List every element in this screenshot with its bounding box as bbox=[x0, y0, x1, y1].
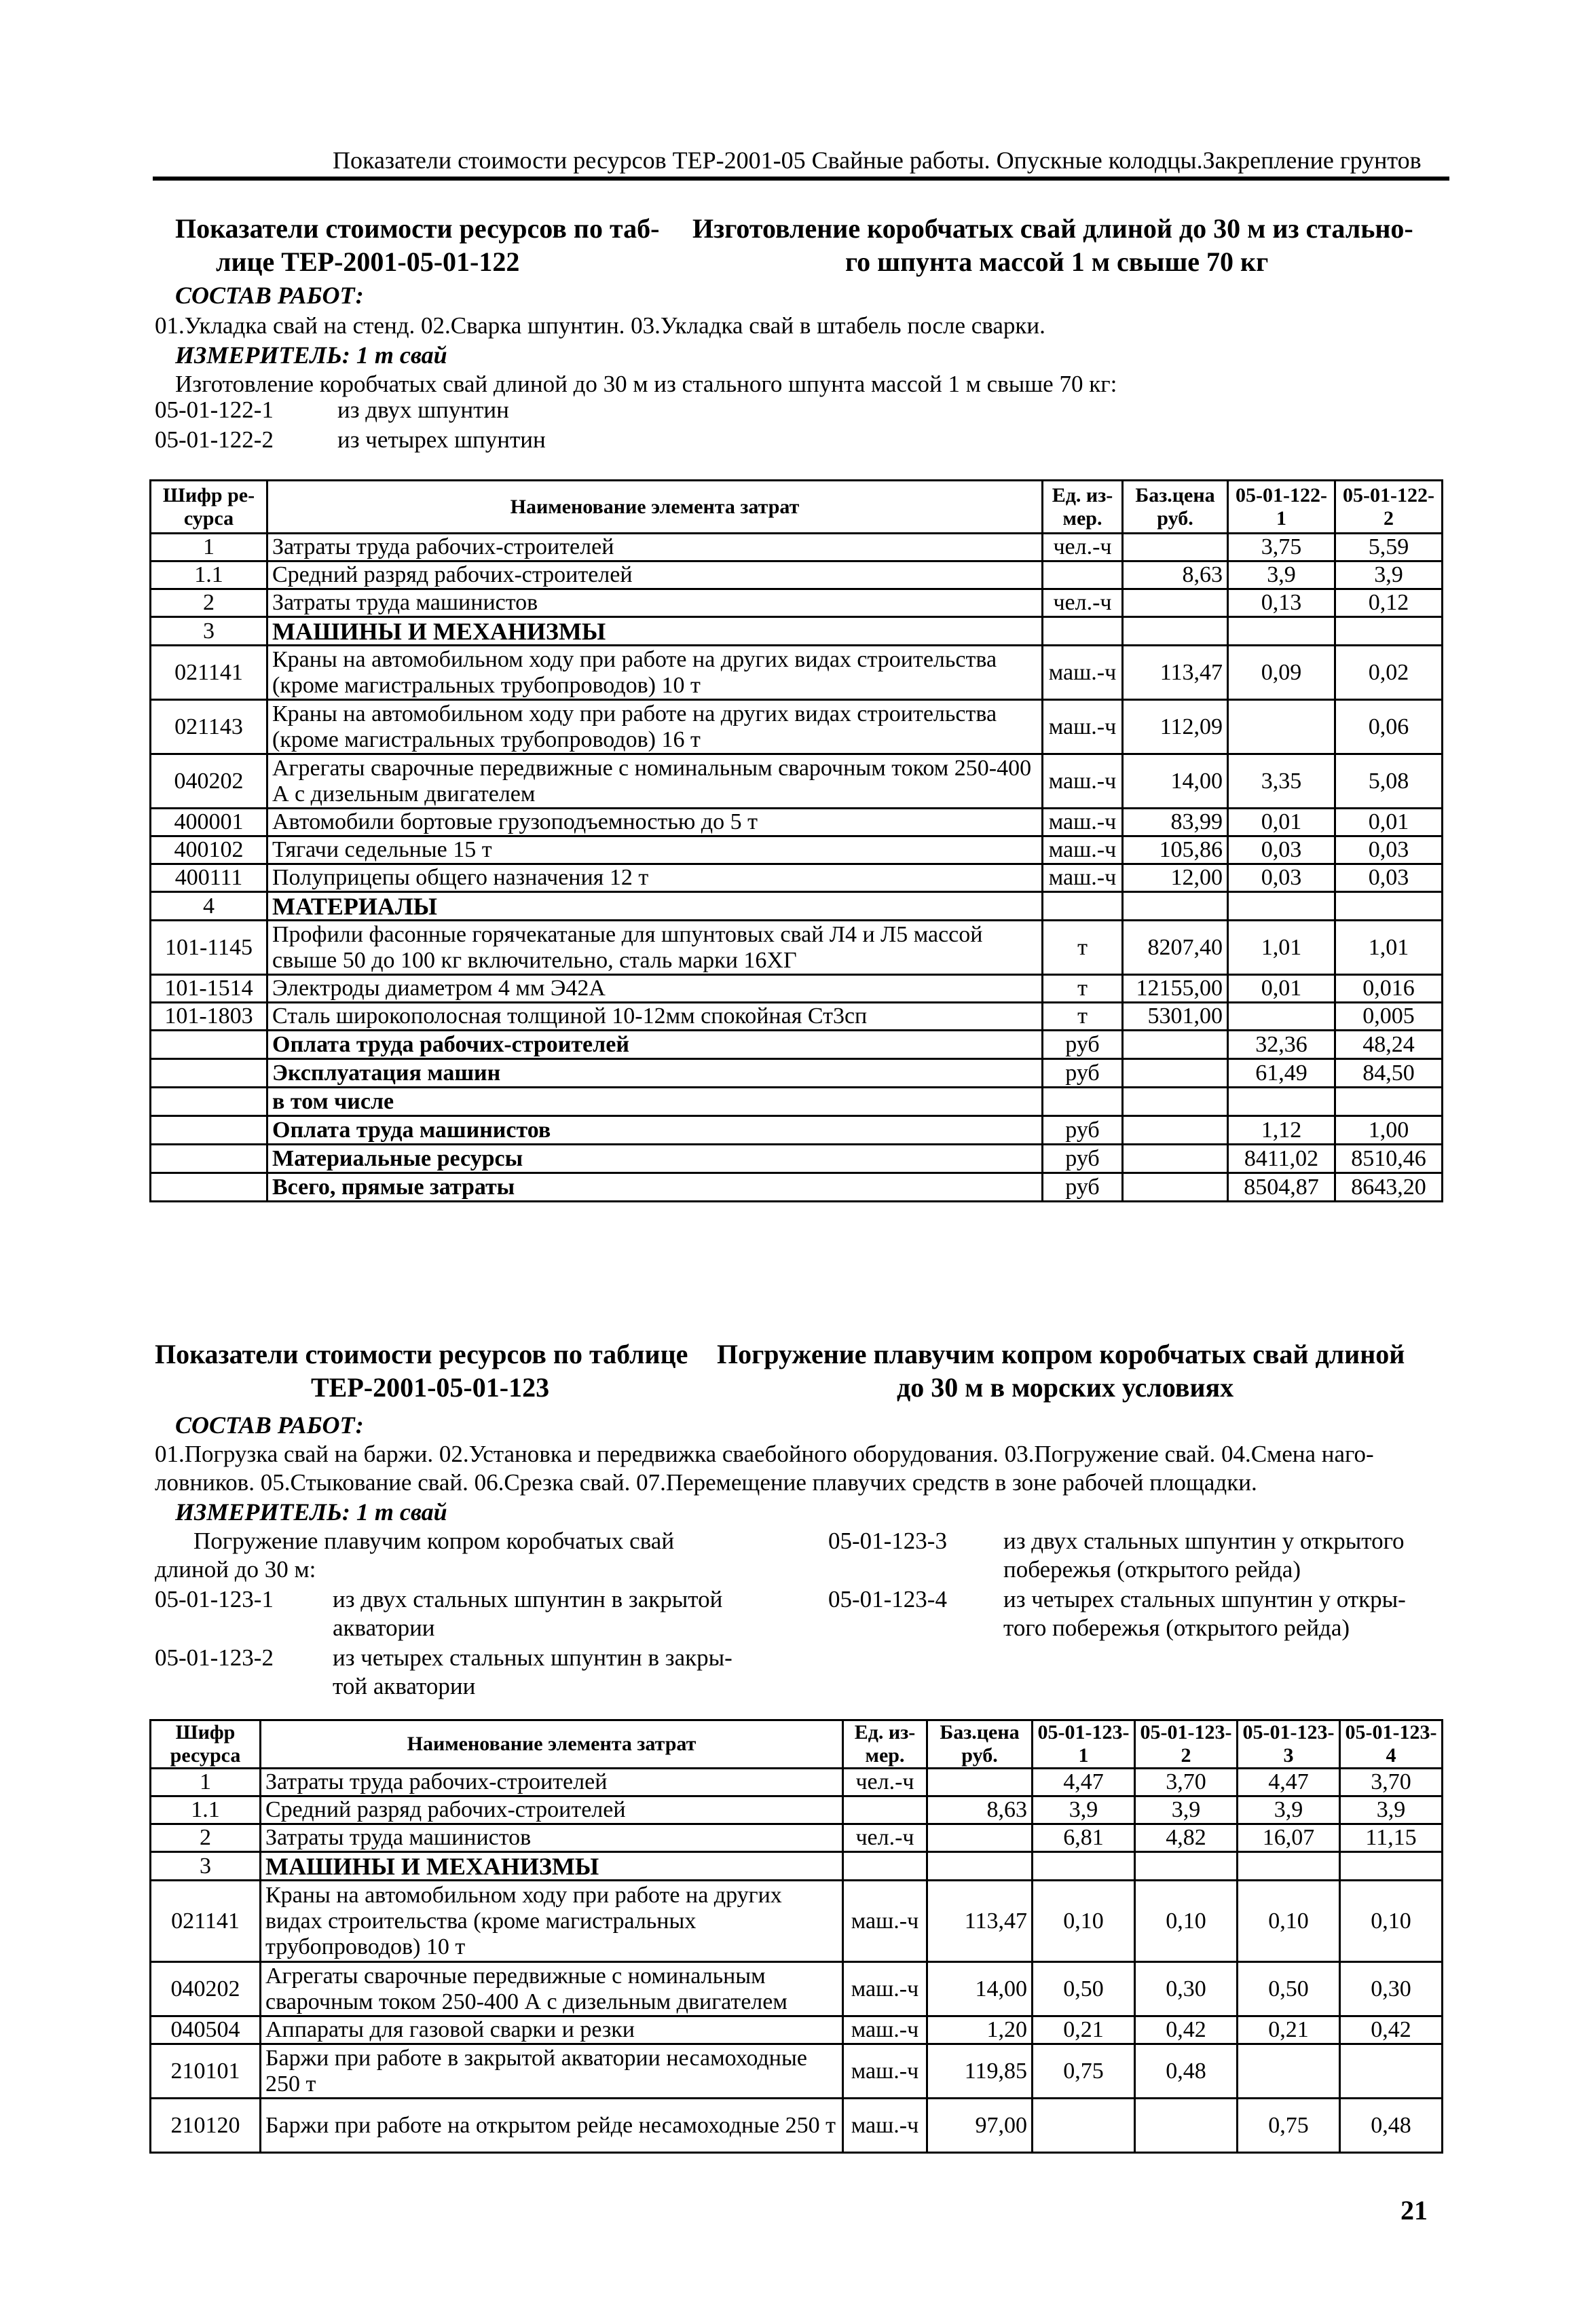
value-cell: 1,00 bbox=[1335, 1116, 1443, 1145]
unit-cell: руб bbox=[1043, 1116, 1123, 1145]
value-cell: 5,08 bbox=[1335, 754, 1443, 809]
section2-work-text-2: ловников. 05.Стыкование свай. 06.Срезка свай. 07.Перемещение плавучих средств в зоне рабочей площадки. bbox=[155, 1469, 1257, 1496]
value-cell bbox=[1033, 2099, 1135, 2153]
code-cell: 1.1 bbox=[151, 1796, 261, 1824]
unit-cell bbox=[1043, 892, 1123, 921]
section2-intro-2: длиной до 30 м: bbox=[155, 1556, 316, 1583]
table-row bbox=[151, 617, 1443, 646]
value-cell: 4,47 bbox=[1238, 1769, 1340, 1796]
section2-variant-code-4: 05-01-123-4 bbox=[828, 1586, 947, 1612]
table-row bbox=[151, 589, 1443, 617]
table1-header-row bbox=[151, 481, 1443, 534]
code-cell: 1 bbox=[151, 534, 267, 561]
value-cell: 0,75 bbox=[1238, 2099, 1340, 2153]
value-cell bbox=[1033, 1852, 1135, 1881]
code-cell: 3 bbox=[151, 1852, 261, 1881]
table1-header-col2: 05-01-122-2 bbox=[1335, 481, 1443, 534]
price-cell bbox=[1123, 617, 1228, 646]
price-cell: 97,00 bbox=[927, 2099, 1033, 2153]
value-cell: 6,81 bbox=[1033, 1824, 1135, 1852]
table2-header-col1: 05-01-123-1 bbox=[1033, 1720, 1135, 1769]
value-cell bbox=[1135, 1852, 1238, 1881]
value-cell: 0,13 bbox=[1228, 589, 1335, 617]
section1-title-right bbox=[692, 212, 1439, 278]
name-cell: Профили фасонные горячекатаные для шпунтовых свай Л4 и Л5 массой свыше 50 до 100 кг включительно, сталь марки 16ХГ bbox=[267, 921, 1043, 975]
section2-work-text-1: 01.Погрузка свай на баржи. 02.Установка и передвижка сваебойного оборудования. 03.Погружение свай. 04.Смена наго- bbox=[155, 1441, 1374, 1467]
table-row bbox=[151, 1088, 1443, 1116]
value-cell: 8411,02 bbox=[1228, 1145, 1335, 1173]
value-cell: 1,01 bbox=[1228, 921, 1335, 975]
value-cell: 0,12 bbox=[1335, 589, 1443, 617]
code-cell: 210101 bbox=[151, 2044, 261, 2099]
price-cell bbox=[1123, 589, 1228, 617]
price-cell bbox=[1123, 892, 1228, 921]
section1-variant-text-1: из двух шпунтин bbox=[337, 396, 509, 423]
value-cell: 4,47 bbox=[1033, 1769, 1135, 1796]
unit-cell: маш.-ч bbox=[843, 2044, 927, 2099]
running-header: Показатели стоимости ресурсов ТЕР-2001-05 Свайные работы. Опускные колодцы.Закрепление грунтов bbox=[333, 147, 1422, 174]
value-cell: 0,03 bbox=[1228, 864, 1335, 892]
table-row bbox=[151, 1962, 1443, 2016]
name-cell: Затраты труда машинистов bbox=[267, 589, 1043, 617]
value-cell: 0,21 bbox=[1033, 2016, 1135, 2044]
price-cell bbox=[1123, 1116, 1228, 1145]
section1-meter-label: ИЗМЕРИТЕЛЬ: 1 т свай bbox=[175, 342, 447, 369]
section1-variant-code-1: 05-01-122-1 bbox=[155, 396, 274, 423]
value-cell bbox=[1228, 700, 1335, 754]
name-cell: Средний разряд рабочих-строителей bbox=[267, 561, 1043, 589]
unit-cell: т bbox=[1043, 1003, 1123, 1031]
section2-variant-code-3: 05-01-123-3 bbox=[828, 1528, 947, 1554]
section2-title-left-line2: ТЕР-2001-05-01-123 bbox=[311, 1372, 550, 1403]
section2-variant-text-3a: из двух стальных шпунтин у открытого bbox=[1003, 1528, 1405, 1554]
unit-cell: маш.-ч bbox=[1043, 646, 1123, 700]
value-cell bbox=[1135, 2099, 1238, 2153]
price-cell: 8,63 bbox=[927, 1796, 1033, 1824]
summary-name-cell: Оплата труда машинистов bbox=[267, 1116, 1043, 1145]
section2-variant-text-3b: побережья (открытого рейда) bbox=[1003, 1556, 1301, 1583]
value-cell: 3,70 bbox=[1340, 1769, 1443, 1796]
unit-cell: руб bbox=[1043, 1031, 1123, 1059]
value-cell bbox=[1228, 892, 1335, 921]
code-cell: 1 bbox=[151, 1769, 261, 1796]
name-cell: Средний разряд рабочих-строителей bbox=[261, 1796, 843, 1824]
unit-cell: маш.-ч bbox=[1043, 864, 1123, 892]
unit-cell: маш.-ч bbox=[1043, 836, 1123, 864]
summary-name-cell: Оплата труда рабочих-строителей bbox=[267, 1031, 1043, 1059]
code-cell: 101-1803 bbox=[151, 1003, 267, 1031]
price-cell: 113,47 bbox=[927, 1881, 1033, 1962]
value-cell: 0,01 bbox=[1228, 975, 1335, 1003]
price-cell bbox=[1123, 1088, 1228, 1116]
unit-cell bbox=[843, 1852, 927, 1881]
section2-variant-code-1: 05-01-123-1 bbox=[155, 1586, 274, 1612]
value-cell: 0,75 bbox=[1033, 2044, 1135, 2099]
unit-cell: маш.-ч bbox=[1043, 700, 1123, 754]
name-cell: Затраты труда машинистов bbox=[261, 1824, 843, 1852]
value-cell: 84,50 bbox=[1335, 1059, 1443, 1088]
price-cell: 8,63 bbox=[1123, 561, 1228, 589]
value-cell: 3,9 bbox=[1033, 1796, 1135, 1824]
page-number: 21 bbox=[1400, 2195, 1428, 2226]
value-cell: 0,10 bbox=[1033, 1881, 1135, 1962]
value-cell bbox=[1335, 617, 1443, 646]
section2-title-left bbox=[155, 1338, 711, 1404]
name-cell: Краны на автомобильном ходу при работе на других видах строительства (кроме магистральных трубопроводов) 10 т bbox=[261, 1881, 843, 1962]
unit-cell: маш.-ч bbox=[843, 2099, 927, 2153]
code-cell: 021143 bbox=[151, 700, 267, 754]
price-cell bbox=[927, 1769, 1033, 1796]
price-cell: 105,86 bbox=[1123, 836, 1228, 864]
section2-title-left-line1: Показатели стоимости ресурсов по таблице bbox=[155, 1339, 688, 1369]
price-cell: 12,00 bbox=[1123, 864, 1228, 892]
code-cell: 3 bbox=[151, 617, 267, 646]
value-cell bbox=[1335, 1088, 1443, 1116]
price-cell: 5301,00 bbox=[1123, 1003, 1228, 1031]
table-row bbox=[151, 700, 1443, 754]
value-cell: 48,24 bbox=[1335, 1031, 1443, 1059]
section2-variant-text-1b: акватории bbox=[333, 1615, 435, 1641]
code-cell: 2 bbox=[151, 1824, 261, 1852]
value-cell bbox=[1228, 617, 1335, 646]
table-row bbox=[151, 1881, 1443, 1962]
price-cell bbox=[1123, 1059, 1228, 1088]
table-row bbox=[151, 1116, 1443, 1145]
value-cell bbox=[1238, 1852, 1340, 1881]
unit-cell: маш.-ч bbox=[843, 2016, 927, 2044]
table-row bbox=[151, 2044, 1443, 2099]
value-cell: 3,35 bbox=[1228, 754, 1335, 809]
section2-title-right bbox=[717, 1338, 1436, 1404]
unit-cell: чел.-ч bbox=[1043, 534, 1123, 561]
code-cell: 021141 bbox=[151, 1881, 261, 1962]
section1-title-right-line1: Изготовление коробчатых свай длиной до 30 м из стально- bbox=[692, 213, 1413, 244]
table1-header-unit: Ед. из-мер. bbox=[1043, 481, 1123, 534]
value-cell: 3,75 bbox=[1228, 534, 1335, 561]
table1-header-price: Баз.цена руб. bbox=[1123, 481, 1228, 534]
code-cell: 1.1 bbox=[151, 561, 267, 589]
value-cell bbox=[1238, 2044, 1340, 2099]
name-cell: Затраты труда рабочих-строителей bbox=[267, 534, 1043, 561]
value-cell: 0,09 bbox=[1228, 646, 1335, 700]
unit-cell: руб bbox=[1043, 1173, 1123, 1202]
code-cell: 2 bbox=[151, 589, 267, 617]
value-cell: 0,02 bbox=[1335, 646, 1443, 700]
price-cell: 1,20 bbox=[927, 2016, 1033, 2044]
section1-title-left bbox=[175, 212, 691, 278]
table-row bbox=[151, 754, 1443, 809]
table1-header-col1: 05-01-122-1 bbox=[1228, 481, 1335, 534]
price-cell bbox=[1123, 1145, 1228, 1173]
value-cell: 5,59 bbox=[1335, 534, 1443, 561]
price-cell: 113,47 bbox=[1123, 646, 1228, 700]
name-cell: Баржи при работе в закрытой акватории несамоходные 250 т bbox=[261, 2044, 843, 2099]
section-heading-cell: МАШИНЫ И МЕХАНИЗМЫ bbox=[261, 1852, 843, 1881]
value-cell: 0,01 bbox=[1335, 809, 1443, 836]
name-cell: Краны на автомобильном ходу при работе на других видах строительства (кроме магистральных трубопроводов) 16 т bbox=[267, 700, 1043, 754]
code-cell: 021141 bbox=[151, 646, 267, 700]
section-heading-cell: МАШИНЫ И МЕХАНИЗМЫ bbox=[267, 617, 1043, 646]
table2-header-col2: 05-01-123-2 bbox=[1135, 1720, 1238, 1769]
table-row bbox=[151, 1059, 1443, 1088]
table1-header-code: Шифр ре-сурса bbox=[151, 481, 267, 534]
unit-cell: маш.-ч bbox=[1043, 809, 1123, 836]
section1-title-right-line2: го шпунта массой 1 м свыше 70 кг bbox=[845, 246, 1269, 277]
value-cell: 3,9 bbox=[1228, 561, 1335, 589]
name-cell: Аппараты для газовой сварки и резки bbox=[261, 2016, 843, 2044]
table-row bbox=[151, 809, 1443, 836]
table-row bbox=[151, 1145, 1443, 1173]
section-heading-cell: МАТЕРИАЛЫ bbox=[267, 892, 1043, 921]
table2-header-name: Наименование элемента затрат bbox=[261, 1720, 843, 1769]
price-cell: 83,99 bbox=[1123, 809, 1228, 836]
table2-header-unit: Ед. из-мер. bbox=[843, 1720, 927, 1769]
code-cell bbox=[151, 1059, 267, 1088]
unit-cell: чел.-ч bbox=[843, 1824, 927, 1852]
value-cell: 16,07 bbox=[1238, 1824, 1340, 1852]
summary-name-cell: Всего, прямые затраты bbox=[267, 1173, 1043, 1202]
header-rule bbox=[153, 177, 1449, 181]
price-cell: 8207,40 bbox=[1123, 921, 1228, 975]
table-row bbox=[151, 921, 1443, 975]
price-cell: 14,00 bbox=[1123, 754, 1228, 809]
unit-cell: т bbox=[1043, 975, 1123, 1003]
section2-variant-text-4a: из четырех стальных шпунтин у откры- bbox=[1003, 1586, 1406, 1612]
section2-meter-label: ИЗМЕРИТЕЛЬ: 1 т свай bbox=[175, 1498, 447, 1526]
table-row bbox=[151, 1769, 1443, 1796]
value-cell: 1,01 bbox=[1335, 921, 1443, 975]
code-cell: 210120 bbox=[151, 2099, 261, 2153]
section2-work-label: СОСТАВ РАБОТ: bbox=[175, 1412, 364, 1439]
value-cell: 3,9 bbox=[1335, 561, 1443, 589]
code-cell: 040202 bbox=[151, 1962, 261, 2016]
section1-intro: Изготовление коробчатых свай длиной до 30 м из стального шпунта массой 1 м свыше 70 кг: bbox=[175, 371, 1117, 397]
code-cell: 400111 bbox=[151, 864, 267, 892]
table-row bbox=[151, 1003, 1443, 1031]
table-row bbox=[151, 864, 1443, 892]
table-row bbox=[151, 1852, 1443, 1881]
value-cell: 0,03 bbox=[1228, 836, 1335, 864]
code-cell bbox=[151, 1116, 267, 1145]
price-cell: 119,85 bbox=[927, 2044, 1033, 2099]
section2-title-right-line1: Погружение плавучим копром коробчатых свай длиной bbox=[717, 1339, 1405, 1369]
name-cell: Сталь широкополосная толщиной 10-12мм спокойная Ст3сп bbox=[267, 1003, 1043, 1031]
value-cell: 0,06 bbox=[1335, 700, 1443, 754]
section2-variant-code-2: 05-01-123-2 bbox=[155, 1644, 274, 1671]
name-cell: Автомобили бортовые грузоподъемностью до 5 т bbox=[267, 809, 1043, 836]
section2-variant-text-4b: того побережья (открытого рейда) bbox=[1003, 1615, 1350, 1641]
value-cell: 0,03 bbox=[1335, 836, 1443, 864]
code-cell bbox=[151, 1031, 267, 1059]
section1-variant-code-2: 05-01-122-2 bbox=[155, 426, 274, 453]
table-row bbox=[151, 836, 1443, 864]
unit-cell bbox=[1043, 561, 1123, 589]
price-cell: 12155,00 bbox=[1123, 975, 1228, 1003]
section1-work-text: 01.Укладка свай на стенд. 02.Сварка шпунтин. 03.Укладка свай в штабель после сварки. bbox=[155, 312, 1045, 339]
value-cell: 8510,46 bbox=[1335, 1145, 1443, 1173]
section2-variant-text-2a: из четырех стальных шпунтин в закры- bbox=[333, 1644, 732, 1671]
table-row bbox=[151, 1796, 1443, 1824]
value-cell: 8643,20 bbox=[1335, 1173, 1443, 1202]
table2-header-price: Баз.цена руб. bbox=[927, 1720, 1033, 1769]
value-cell: 1,12 bbox=[1228, 1116, 1335, 1145]
code-cell bbox=[151, 1173, 267, 1202]
value-cell: 0,42 bbox=[1135, 2016, 1238, 2044]
value-cell bbox=[1335, 892, 1443, 921]
section2-variant-text-2b: той акватории bbox=[333, 1673, 476, 1699]
code-cell: 040504 bbox=[151, 2016, 261, 2044]
name-cell: Полуприцепы общего назначения 12 т bbox=[267, 864, 1043, 892]
value-cell: 11,15 bbox=[1340, 1824, 1443, 1852]
table2-header-code: Шифр ресурса bbox=[151, 1720, 261, 1769]
section2-intro-1: Погружение плавучим копром коробчатых свай bbox=[193, 1528, 675, 1554]
unit-cell: руб bbox=[1043, 1145, 1123, 1173]
table-row bbox=[151, 1824, 1443, 1852]
table-row bbox=[151, 534, 1443, 561]
value-cell: 0,30 bbox=[1340, 1962, 1443, 2016]
section1-work-label: СОСТАВ РАБОТ: bbox=[175, 282, 364, 309]
value-cell: 0,10 bbox=[1135, 1881, 1238, 1962]
code-cell: 040202 bbox=[151, 754, 267, 809]
value-cell bbox=[1228, 1088, 1335, 1116]
table-row bbox=[151, 2099, 1443, 2153]
table2-header-row bbox=[151, 1720, 1443, 1769]
table-row bbox=[151, 1173, 1443, 1202]
summary-name-cell: Эксплуатация машин bbox=[267, 1059, 1043, 1088]
table2-header-col4: 05-01-123-4 bbox=[1340, 1720, 1443, 1769]
price-cell bbox=[1123, 534, 1228, 561]
table1-header-name: Наименование элемента затрат bbox=[267, 481, 1043, 534]
value-cell: 0,50 bbox=[1033, 1962, 1135, 2016]
value-cell: 0,50 bbox=[1238, 1962, 1340, 2016]
unit-cell: руб bbox=[1043, 1059, 1123, 1088]
value-cell bbox=[1228, 1003, 1335, 1031]
name-cell: Краны на автомобильном ходу при работе на других видах строительства (кроме магистральных трубопроводов) 10 т bbox=[267, 646, 1043, 700]
unit-cell: чел.-ч bbox=[843, 1769, 927, 1796]
unit-cell: чел.-ч bbox=[1043, 589, 1123, 617]
unit-cell: т bbox=[1043, 921, 1123, 975]
price-cell bbox=[927, 1852, 1033, 1881]
code-cell: 400001 bbox=[151, 809, 267, 836]
value-cell: 8504,87 bbox=[1228, 1173, 1335, 1202]
unit-cell: маш.-ч bbox=[843, 1881, 927, 1962]
code-cell bbox=[151, 1145, 267, 1173]
value-cell: 0,48 bbox=[1135, 2044, 1238, 2099]
value-cell: 0,42 bbox=[1340, 2016, 1443, 2044]
value-cell: 0,016 bbox=[1335, 975, 1443, 1003]
section2-title-right-line2: до 30 м в морских условиях bbox=[897, 1372, 1234, 1403]
code-cell: 101-1514 bbox=[151, 975, 267, 1003]
summary-name-cell: Материальные ресурсы bbox=[267, 1145, 1043, 1173]
unit-cell: маш.-ч bbox=[1043, 754, 1123, 809]
code-cell: 4 bbox=[151, 892, 267, 921]
value-cell: 3,9 bbox=[1135, 1796, 1238, 1824]
table-row bbox=[151, 892, 1443, 921]
code-cell: 400102 bbox=[151, 836, 267, 864]
value-cell: 0,10 bbox=[1238, 1881, 1340, 1962]
price-cell: 14,00 bbox=[927, 1962, 1033, 2016]
value-cell: 0,48 bbox=[1340, 2099, 1443, 2153]
resource-table-1 bbox=[149, 479, 1443, 1202]
name-cell: Тягачи седельные 15 т bbox=[267, 836, 1043, 864]
name-cell: Баржи при работе на открытом рейде несамоходные 250 т bbox=[261, 2099, 843, 2153]
unit-cell bbox=[1043, 1088, 1123, 1116]
value-cell: 3,9 bbox=[1340, 1796, 1443, 1824]
section1-variant-text-2: из четырех шпунтин bbox=[337, 426, 546, 453]
price-cell bbox=[1123, 1031, 1228, 1059]
value-cell: 3,70 bbox=[1135, 1769, 1238, 1796]
value-cell: 3,9 bbox=[1238, 1796, 1340, 1824]
value-cell: 0,30 bbox=[1135, 1962, 1238, 2016]
value-cell bbox=[1340, 1852, 1443, 1881]
price-cell bbox=[927, 1824, 1033, 1852]
name-cell: Электроды диаметром 4 мм Э42А bbox=[267, 975, 1043, 1003]
unit-cell bbox=[1043, 617, 1123, 646]
summary-name-cell: в том числе bbox=[267, 1088, 1043, 1116]
table-row bbox=[151, 975, 1443, 1003]
value-cell: 0,005 bbox=[1335, 1003, 1443, 1031]
value-cell: 61,49 bbox=[1228, 1059, 1335, 1088]
code-cell: 101-1145 bbox=[151, 921, 267, 975]
table2-header-col3: 05-01-123-3 bbox=[1238, 1720, 1340, 1769]
value-cell: 32,36 bbox=[1228, 1031, 1335, 1059]
table-row bbox=[151, 2016, 1443, 2044]
price-cell bbox=[1123, 1173, 1228, 1202]
resource-table-2 bbox=[149, 1719, 1443, 2154]
value-cell: 4,82 bbox=[1135, 1824, 1238, 1852]
code-cell bbox=[151, 1088, 267, 1116]
section1-title-left-line1: Показатели стоимости ресурсов по таб- bbox=[175, 213, 660, 244]
table-row bbox=[151, 561, 1443, 589]
table-row bbox=[151, 1031, 1443, 1059]
section2-variant-text-1a: из двух стальных шпунтин в закрытой bbox=[333, 1586, 723, 1612]
value-cell: 0,21 bbox=[1238, 2016, 1340, 2044]
section1-title-left-line2: лице ТЕР-2001-05-01-122 bbox=[216, 246, 520, 277]
name-cell: Агрегаты сварочные передвижные с номинальным сварочным током 250-400 А с дизельным двигателем bbox=[261, 1962, 843, 2016]
name-cell: Агрегаты сварочные передвижные с номинальным сварочным током 250-400 А с дизельным двигателем bbox=[267, 754, 1043, 809]
value-cell: 0,01 bbox=[1228, 809, 1335, 836]
value-cell: 0,10 bbox=[1340, 1881, 1443, 1962]
unit-cell: маш.-ч bbox=[843, 1962, 927, 2016]
value-cell bbox=[1340, 2044, 1443, 2099]
value-cell: 0,03 bbox=[1335, 864, 1443, 892]
table-row bbox=[151, 646, 1443, 700]
price-cell: 112,09 bbox=[1123, 700, 1228, 754]
unit-cell bbox=[843, 1796, 927, 1824]
name-cell: Затраты труда рабочих-строителей bbox=[261, 1769, 843, 1796]
